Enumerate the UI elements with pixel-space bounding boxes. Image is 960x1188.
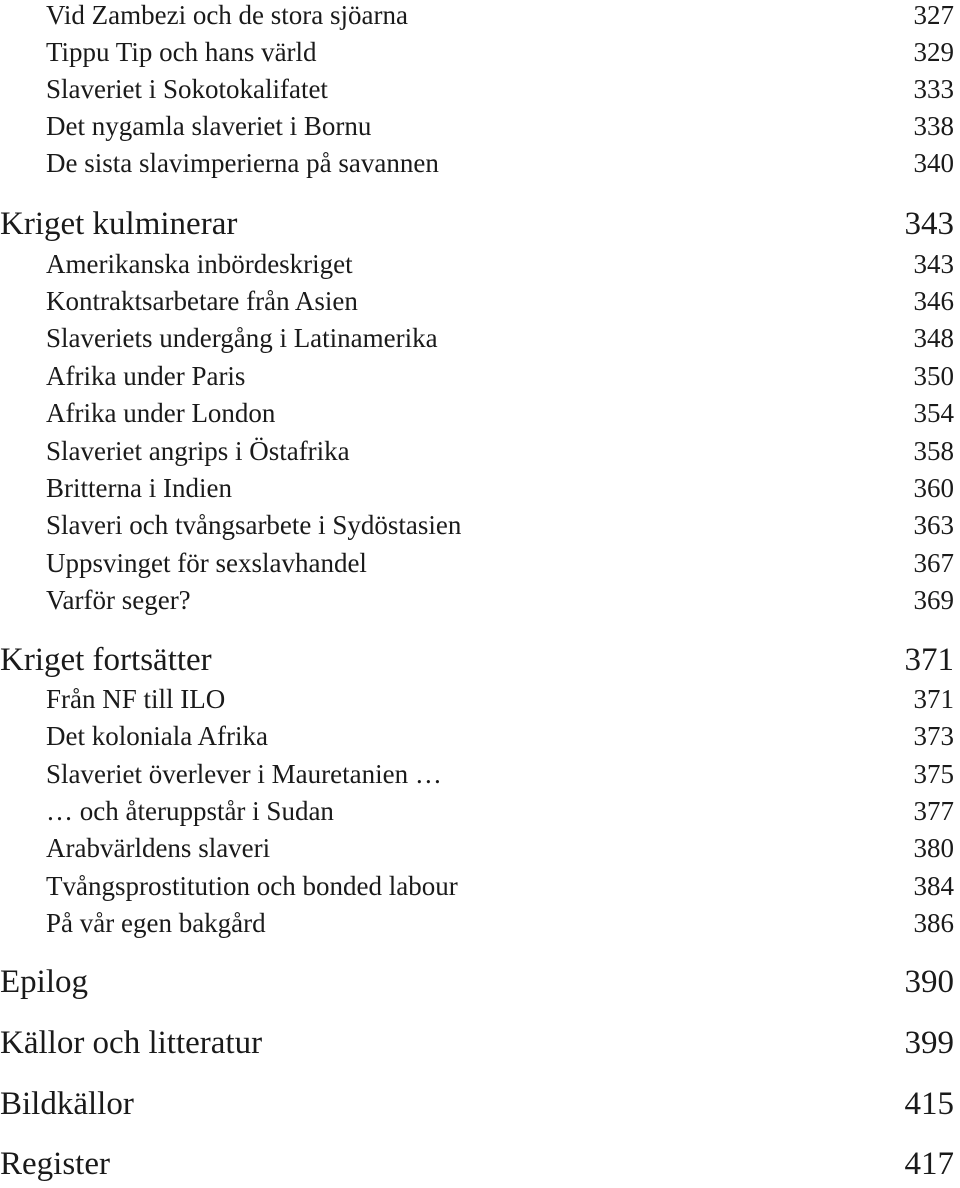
toc-entry [0,908,954,939]
toc-chapter-title: Kriget kulminerar [0,206,238,242]
toc-entry-page: 360 [913,473,954,503]
toc-entry-title: Slaveriet angrips i Östafrika [46,436,350,466]
toc-chapter-title: Register [0,1146,110,1182]
toc-entry-page: 329 [913,37,954,67]
toc-chapter-page: 371 [904,642,954,678]
toc-entry-page: 367 [913,548,954,578]
toc-chapter [0,1146,954,1183]
toc-chapter-title: Bildkällor [0,1086,134,1122]
toc-entry-title: Slaveriet i Sokotokalifatet [46,74,328,104]
toc-entry-page: 358 [913,436,954,466]
toc-entry [0,249,954,280]
toc-entry-page: 343 [913,249,954,279]
toc-entry-title: Kontraktsarbetare från Asien [46,286,358,316]
toc-entry-title: På vår egen bakgård [46,908,266,938]
toc-entry-title: Britterna i Indien [46,473,232,503]
toc-entry [0,37,954,68]
toc-entry-page: 369 [913,585,954,615]
toc-entry [0,148,954,179]
toc-entry-page: 348 [913,323,954,353]
toc-entry-title: Vid Zambezi och de stora sjöarna [46,0,408,30]
toc-entry-title: Slaveri och tvångsarbete i Sydöstasien [46,510,462,540]
toc-entry-title: Slaveriet överlever i Mauretanien … [46,759,442,789]
toc-entry [0,585,954,616]
toc-entry-page: 386 [913,908,954,938]
toc-chapter-page: 343 [904,206,954,242]
toc-chapter-page: 415 [904,1086,954,1122]
toc-entry-title: Varför seger? [46,585,191,615]
toc-entry [0,759,954,790]
toc-entry-page: 327 [913,0,954,30]
toc-entry [0,871,954,902]
toc-entry [0,74,954,105]
toc-chapter-page: 390 [904,964,954,1000]
toc-entry-title: Det nygamla slaveriet i Bornu [46,111,372,141]
toc-chapter [0,206,954,243]
toc-entry-title: De sista slavimperierna på savannen [46,148,439,178]
toc-entry [0,510,954,541]
toc-entry-page: 346 [913,286,954,316]
toc-chapter-page: 417 [904,1146,954,1182]
toc-entry [0,796,954,827]
toc-entry [0,111,954,142]
toc-entry [0,0,954,31]
toc-entry-page: 384 [913,871,954,901]
toc-entry-page: 371 [913,684,954,714]
toc-entry [0,436,954,467]
toc-entry-page: 338 [913,111,954,141]
toc-chapter [0,642,954,679]
toc-entry-page: 350 [913,361,954,391]
toc-entry [0,286,954,317]
toc-entry-page: 363 [913,510,954,540]
toc-chapter-title: Källor och litteratur [0,1025,263,1061]
toc-entry-page: 377 [913,796,954,826]
toc-entry [0,833,954,864]
toc-chapter [0,964,954,1001]
toc-entry [0,548,954,579]
toc-entry-title: Arabvärldens slaveri [46,833,271,863]
toc-entry [0,684,954,715]
toc-entry-page: 333 [913,74,954,104]
toc-entry-page: 373 [913,721,954,751]
toc-entry-title: … och återuppstår i Sudan [46,796,334,826]
toc-entry [0,323,954,354]
toc-entry-page: 340 [913,148,954,178]
toc-chapter-page: 399 [904,1025,954,1061]
toc-chapter-title: Kriget fortsätter [0,642,212,678]
toc-entry-title: Uppsvinget för sexslavhandel [46,548,367,578]
toc-chapter-title: Epilog [0,964,88,1000]
toc-entry-title: Tvångsprostitution och bonded labour [46,871,458,901]
toc-entry-page: 354 [913,398,954,428]
toc-entry-title: Från NF till ILO [46,684,226,714]
toc-entry-page: 375 [913,759,954,789]
toc-entry-title: Afrika under Paris [46,361,246,391]
toc-entry [0,361,954,392]
toc-entry [0,398,954,429]
toc-entry [0,721,954,752]
toc-entry-title: Amerikanska inbördeskriget [46,249,353,279]
toc-entry-title: Slaveriets undergång i Latinamerika [46,323,438,353]
toc-entry [0,473,954,504]
toc-chapter [0,1025,954,1062]
toc-chapter [0,1086,954,1123]
toc-entry-title: Tippu Tip och hans värld [46,37,317,67]
toc-entry-title: Afrika under London [46,398,276,428]
toc-entry-page: 380 [913,833,954,863]
toc-entry-title: Det koloniala Afrika [46,721,268,751]
